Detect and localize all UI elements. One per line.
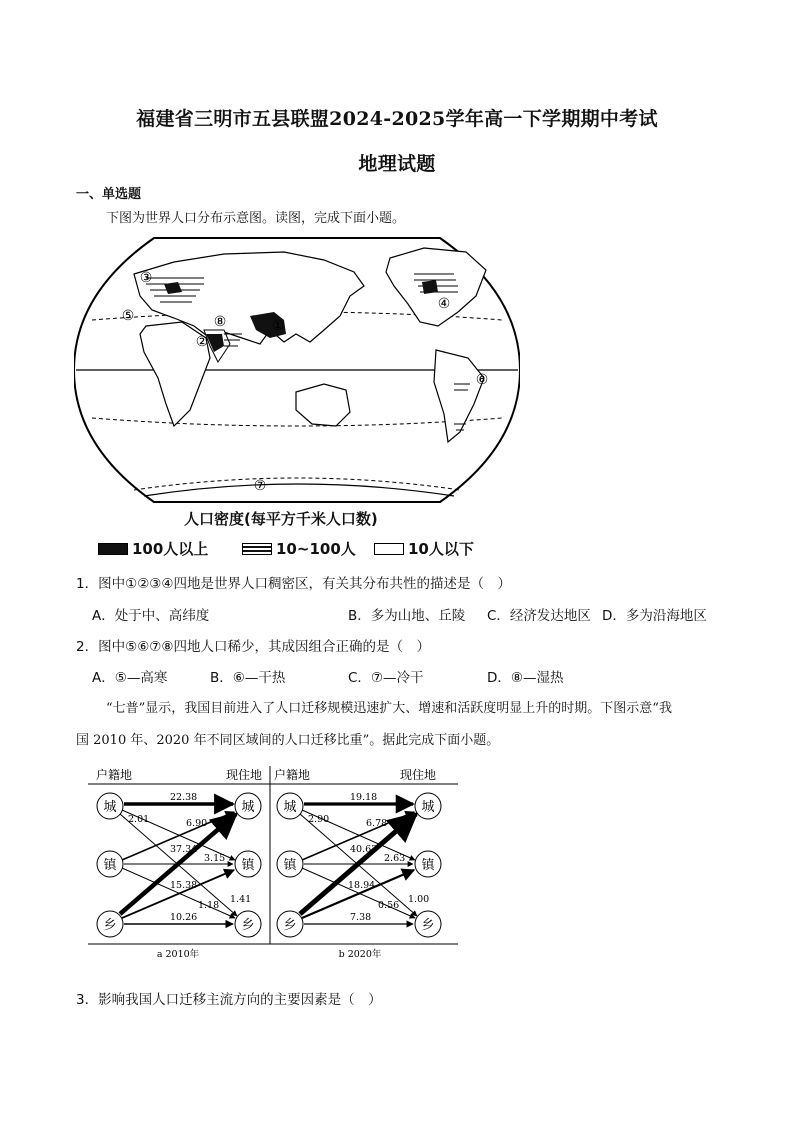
marker-4: ④ [437,296,451,312]
node-a-dest-town-label: 镇 [241,858,255,873]
intro-paragraph-2-line-1: “七普”显示，我国目前进入了人口迁移规模迅速扩大、增速和活跃度明显上升的时期。下图示意“我 [106,701,672,716]
marker-8: ⑧ [213,314,227,330]
value-b-village-village: 7.38 [350,912,372,923]
legend-label-medium: 10~100人 [276,540,356,558]
section-heading: 一、单选题 [76,187,142,202]
value-b-town-city: 40.63 [350,844,378,855]
panel-a-header-origin: 户籍地 [96,768,133,782]
q1-option-a: A．处于中、高纬度 [92,608,210,624]
node-a-dest-village-label: 乡 [241,918,255,933]
legend-swatch-dense [98,543,128,555]
q2-option-a: A．⑤—高寒 [92,670,168,686]
q2-option-c: C．⑦—冷干 [348,670,424,686]
legend-label-sparse: 10人以下 [408,540,474,558]
node-b-dest-city-label: 城 [421,800,435,815]
panel-a-header-residence: 现住地 [226,768,263,782]
value-a-town-city: 37.34 [170,844,198,855]
marker-5: ⑤ [121,308,135,324]
legend-dense [98,538,208,559]
value-b-village-city: 18.94 [348,880,376,891]
node-b-origin-city-label: 城 [283,800,297,815]
exam-title: 福建省三明市五县联盟2024-2025学年高一下学期期中考试 [136,108,658,130]
value-b-town-town: 2.63 [384,853,406,864]
panel-b-header-residence: 现住地 [400,768,437,782]
value-a-city-city: 22.38 [170,792,198,803]
node-b-origin-town-label: 镇 [283,858,297,873]
value-a-city-town: 2.01 [128,814,150,825]
value-b-village-town: 0.56 [378,900,400,911]
panel-a-caption: a 2010年 [156,949,200,960]
intro-paragraph-2-line-2: 国 2010 年、2020 年不同区域间的人口迁移比重”。据此完成下面小题。 [76,733,500,748]
q1-option-c: C．经济发达地区 [487,608,591,624]
value-b-town-village: 1.00 [408,894,430,905]
marker-3: ③ [139,270,153,286]
marker-2: ② [195,334,209,350]
marker-6: ⑥ [475,372,489,388]
legend-sparse [374,538,474,559]
question-1-stem: 1．图中①②③④四地是世界人口稠密区，有关其分布共性的描述是（ ） [76,576,511,592]
marker-1: ① [271,318,285,334]
question-3-stem: 3．影响我国人口迁移主流方向的主要因素是（ ） [76,992,382,1008]
node-b-origin-village-label: 乡 [283,918,297,933]
legend-swatch-sparse [374,543,404,555]
value-b-city-village: 6.78 [366,818,388,829]
map-legend-title: 人口密度(每平方千米人口数) [184,510,378,528]
value-a-village-village: 10.26 [170,912,198,923]
question-2-stem: 2．图中⑤⑥⑦⑧四地人口稀少，其成因组合正确的是（ ） [76,639,430,655]
legend-swatch-medium [242,543,272,555]
legend-label-dense: 100人以上 [132,540,209,558]
panel-b-caption: b 2020年 [338,949,382,960]
marker-7: ⑦ [253,478,267,494]
node-a-origin-village-label: 乡 [103,918,117,933]
node-b-dest-village-label: 乡 [421,918,435,933]
q2-option-b: B．⑥—干热 [210,670,286,686]
intro-paragraph-1: 下图为世界人口分布示意图。读图，完成下面小题。 [106,211,406,226]
value-b-city-town: 2.90 [308,814,330,825]
value-b-city-city: 19.18 [350,792,378,803]
value-a-village-town: 1.18 [198,900,220,911]
value-a-town-town: 3.15 [204,853,226,864]
panel-b-header-origin: 户籍地 [274,768,311,782]
value-a-town-village: 1.41 [230,894,252,905]
migration-flow-figure [88,764,460,960]
value-a-city-village: 6.90 [186,818,208,829]
node-a-origin-city-label: 城 [103,800,117,815]
world-population-map [74,234,520,506]
q1-option-d: D．多为沿海地区 [602,608,707,624]
exam-subtitle: 地理试题 [358,153,436,175]
q2-option-d: D．⑧—湿热 [487,670,564,686]
legend-medium [242,538,356,559]
node-b-dest-town-label: 镇 [421,858,435,873]
node-a-dest-city-label: 城 [241,800,255,815]
q1-option-b: B．多为山地、丘陵 [348,608,466,624]
node-a-origin-town-label: 镇 [103,858,117,873]
value-a-village-city: 15.38 [170,880,198,891]
